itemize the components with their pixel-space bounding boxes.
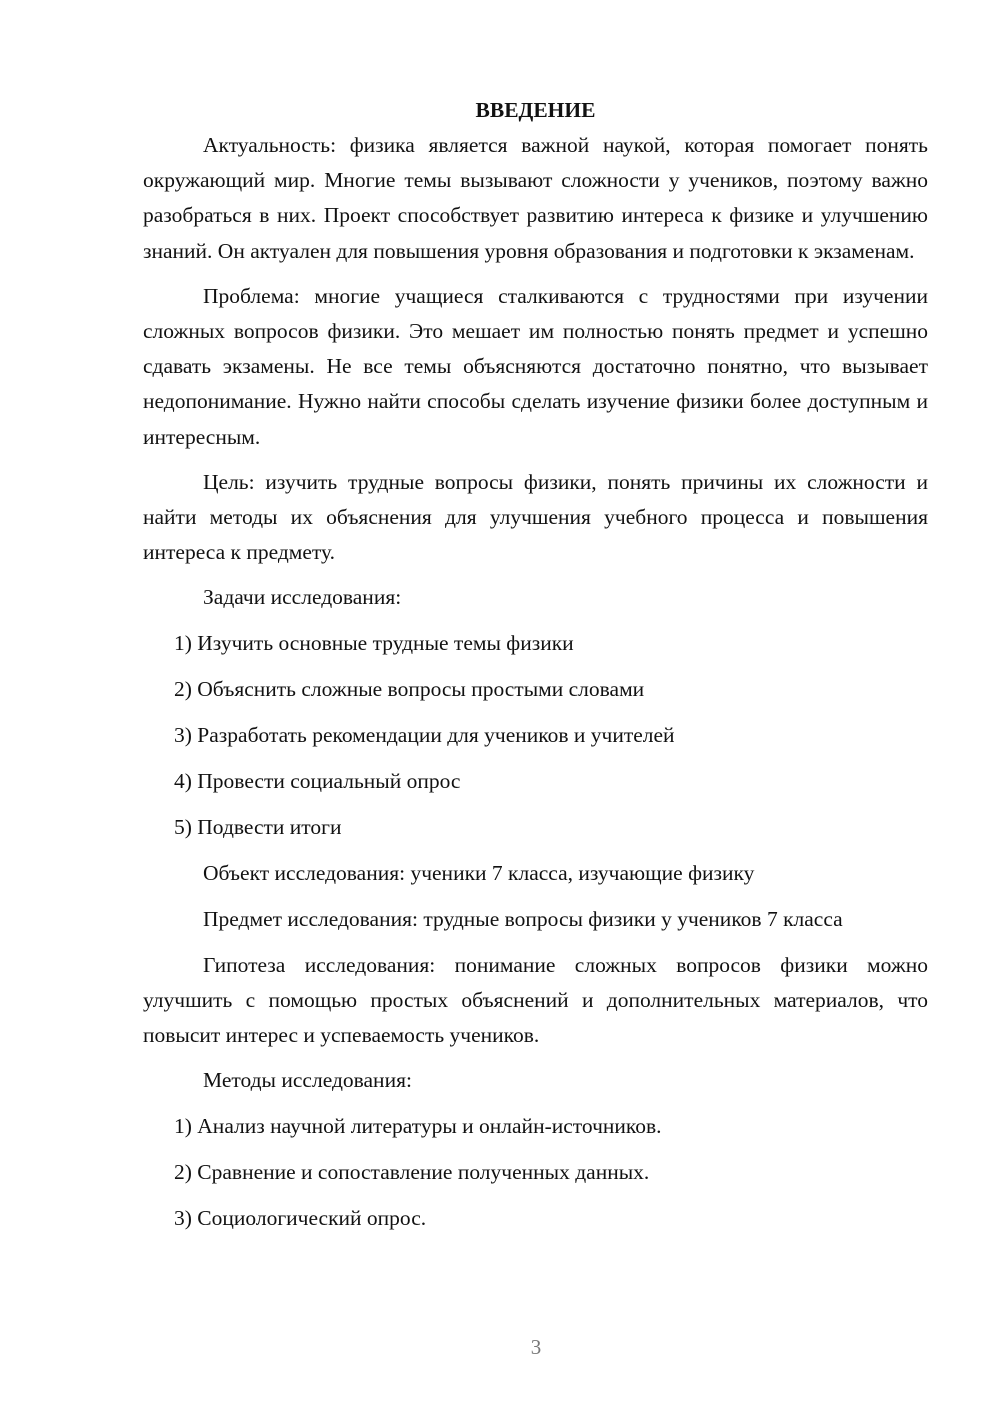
methods-heading: Методы исследования:	[203, 1068, 412, 1093]
document-page	[143, 93, 928, 1247]
list-item: 2) Сравнение и сопоставление полученных данных.	[174, 1160, 650, 1185]
list-item: 1) Анализ научной литературы и онлайн-источников.	[174, 1114, 662, 1139]
list-item: 4) Провести социальный опрос	[174, 769, 461, 794]
relevance-paragraph: Актуальность: физика является важной наукой, которая помогает понять окружающий мир. Многие темы вызывают сложности у учеников, поэтому важно разобраться в них. Проект способствует развитию интереса к физике и улучшению знаний. Он актуален для повышения уровня образования и подготовки к экзаменам.	[143, 133, 928, 263]
hypothesis-paragraph: Гипотеза исследования: понимание сложных вопросов физики можно улучшить с помощью простых объяснений и дополнительных материалов, что повысит интерес и успеваемость учеников.	[143, 952, 928, 1048]
list-item: 2) Объяснить сложные вопросы простыми словами	[174, 677, 645, 702]
list-item: 3) Разработать рекомендации для учеников и учителей	[174, 723, 675, 748]
list-item: 3) Социологический опрос.	[174, 1206, 427, 1231]
tasks-heading: Задачи исследования:	[203, 585, 402, 610]
list-item: 5) Подвести итоги	[174, 815, 342, 840]
problem-paragraph: Проблема: многие учащиеся сталкиваются с трудностями при изучении сложных вопросов физики. Это мешает им полностью понять предмет и успешно сдавать экзамены. Не все темы объясняются достаточно понятно, что вызывает недопонимание. Нужно найти способы сделать изучение физики более доступным и интересным.	[143, 283, 928, 449]
subject-paragraph: Предмет исследования: трудные вопросы физики у учеников 7 класса	[203, 907, 843, 932]
goal-paragraph: Цель: изучить трудные вопросы физики, понять причины их сложности и найти методы их объяснения для улучшения учебного процесса и повышения интереса к предмету.	[143, 469, 928, 565]
page-number: 3	[530, 1335, 542, 1359]
list-item: 1) Изучить основные трудные темы физики	[174, 631, 574, 656]
section-title: ВВЕДЕНИЕ	[475, 98, 596, 122]
object-line: Объект исследования: ученики 7 класса, изучающие физику	[203, 861, 755, 886]
